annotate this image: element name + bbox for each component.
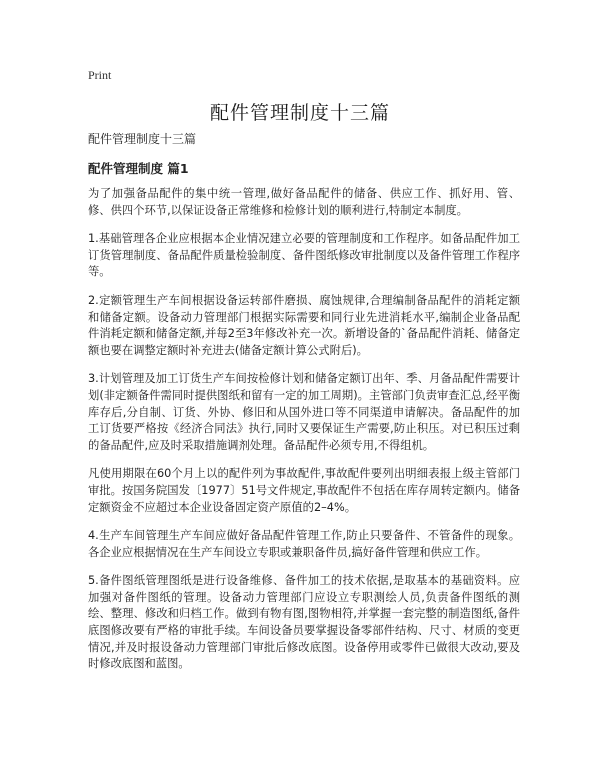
- paragraph-quota-management: 2.定额管理生产车间根据设备运转部件磨损、腐蚀规律,合理编制备品配件的消耗定额和储备定额。设备动力管理部门根据实际需要和同行业先进消耗水平,编制企业备品配件消耗定额和储备定额,并每2至3年修改补充一次。新增设备的`备品配件消耗、储备定额也要在调整定额时补充进去(储备定额计算公式附后)。: [88, 293, 520, 357]
- paragraph-accident-parts: 凡使用期限在60个月上以的配件列为事故配件,事故配件要列出明细表报上级主管部门审批。按国务院国发〔1977〕51号文件规定,事故配件不包括在库存周转定额内。储备定额资金不应超过本企业设备固定资产原值的2–4%。: [88, 467, 520, 514]
- paragraph-intro: 为了加强备品配件的集中统一管理,做好备品配件的储备、供应工作、抓好用、管、修、供四个环节,以保证设备正常维修和检修计划的顺利进行,特制定本制度。: [88, 187, 520, 217]
- paragraph-plan-management: 3.计划管理及加工订货生产车间按检修计划和储备定额订出年、季、月备品配件需要计划(非定额备件需同时提供图纸和留有一定的加工周期)。主管部门负责审查汇总,经平衡库存后,分自制、订货、外协、修旧和从国外进口等不同渠道申请解决。备品配件的加工订货要严格按《经济合同法》执行,同时又要保证生产需要,防止积压。对已积压过剩的备品配件,应及时采取措施调剂处理。备品配件必须专用,不得组机。: [88, 372, 520, 452]
- paragraph-drawing-management: 5.备件图纸管理图纸是进行设备维修、备件加工的技术依据,是取基本的基础资料。应加强对备件图纸的管理。设备动力管理部门应设立专职测绘人员,负责备件图纸的测绘、整理、修改和归档工作。做到有物有图,图物相符,并掌握一套完整的制造图纸,备件底图修改要有严格的审批手续。车间设备员要掌握设备零部件结构、尺寸、材质的变更情况,并及时报设备动力管理部门审批后修改底图。设备停用或零件已做很大改动,要及时修改底图和蓝图。: [88, 574, 520, 671]
- document-subtitle: 配件管理制度十三篇: [88, 132, 197, 146]
- print-link[interactable]: Print: [88, 68, 112, 82]
- document-body: [88, 186, 520, 685]
- paragraph-workshop-management: 4.生产车间管理生产车间应做好备品配件管理工作,防止只要备件、不管备件的现象。各企业应根据情况在生产车间设立专职或兼职备件员,搞好备件管理和供应工作。: [88, 529, 520, 559]
- document-title: 配件管理制度十三篇: [209, 102, 390, 124]
- paragraph-basic-management: 1.基础管理各企业应根据本企业情况建立必要的管理制度和工作程序。如备品配件加工订货管理制度、备品配件质量检验制度、备件图纸修改审批制度以及备件管理工作程序等。: [88, 232, 520, 279]
- section-heading: 配件管理制度 篇1: [88, 161, 189, 176]
